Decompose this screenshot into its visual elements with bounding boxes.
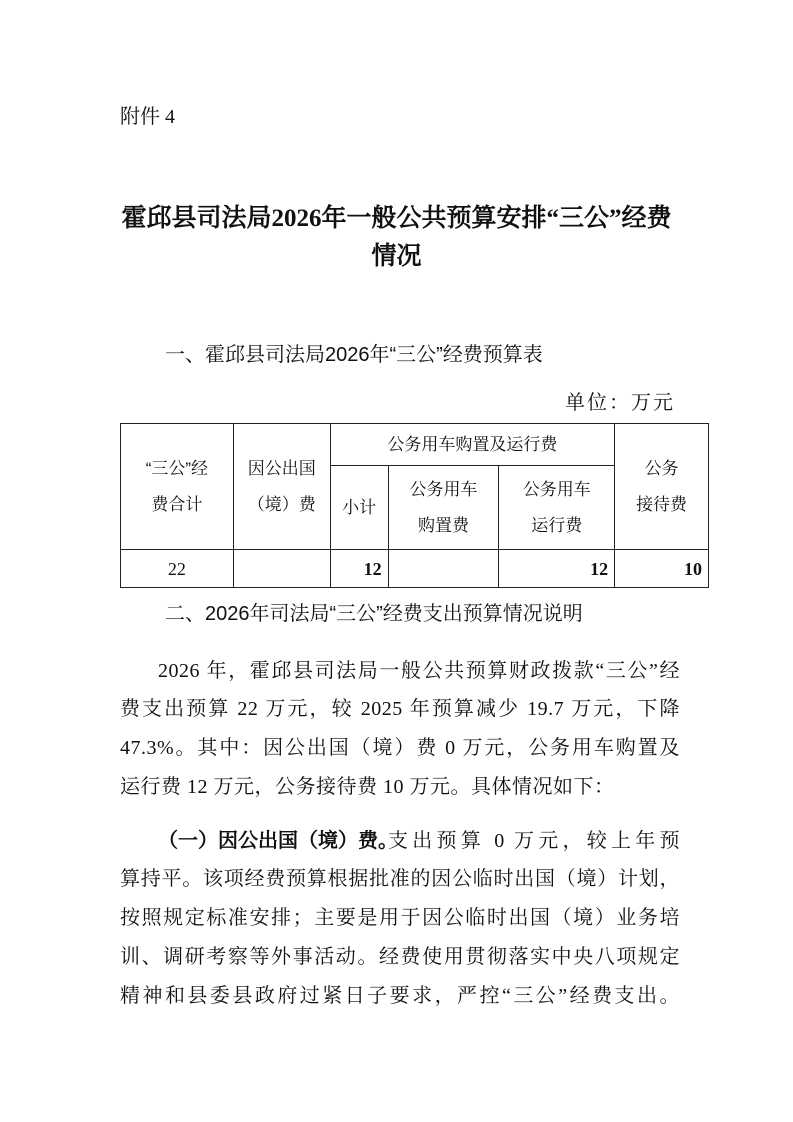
header-vehicle-group: 公务用车购置及运行费: [330, 424, 614, 466]
para2-line: 按照规定标准安排；主要是用于因公临时出国（境）业务培: [120, 907, 680, 929]
header-total: “三公”经 费合计: [121, 424, 234, 550]
table-row: [121, 550, 709, 588]
document-title-line1: 霍邱县司法局2026年一般公共预算安排“三公”经费: [121, 205, 672, 232]
para2-line: 算持平。该项经费预算根据批准的因公临时出国（境）计划，: [120, 868, 680, 890]
para2-bold-heading: （一）因公出国（境）费。: [158, 828, 398, 852]
header-reception: 公务 接待费: [615, 424, 709, 550]
cell-subtotal: 12: [330, 550, 388, 588]
para1-line: 47.3%。其中：因公出国（境）费 0 万元，公务用车购置及: [120, 737, 680, 759]
header-purchase: 公务用车 购置费: [388, 466, 499, 550]
budget-table: [120, 423, 709, 588]
para1-line: 运行费 12 万元，公务接待费 10 万元。具体情况如下：: [120, 776, 615, 798]
cell-abroad: [233, 550, 330, 588]
para2-line: 支出预算 0 万元，较上年预: [388, 830, 680, 852]
para2-line: 精神和县委县政府过紧日子要求，严控“三公”经费支出。: [120, 985, 680, 1007]
header-subtotal: 小计: [330, 466, 388, 550]
para2-line: 训、调研考察等外事活动。经费使用贯彻落实中央八项规定: [120, 946, 680, 968]
unit-label: 单位：万元: [565, 392, 675, 414]
cell-total: 22: [121, 550, 234, 588]
para1-line: 费支出预算 22 万元，较 2025 年预算减少 19.7 万元，下降: [120, 698, 680, 720]
header-abroad: 因公出国 （境）费: [233, 424, 330, 550]
cell-purchase: [388, 550, 499, 588]
section2-heading: 二、2026年司法局“三公”经费支出预算情况说明: [165, 603, 583, 625]
para1-line: 2026 年，霍邱县司法局一般公共预算财政拨款“三公”经: [158, 660, 680, 682]
section1-heading: 一、霍邱县司法局2026年“三公”经费预算表: [165, 344, 543, 366]
cell-operation: 12: [499, 550, 615, 588]
cell-reception: 10: [615, 550, 709, 588]
document-title-line2: 情况: [371, 243, 422, 270]
attachment-label: 附件 4: [120, 106, 175, 128]
header-operation: 公务用车 运行费: [499, 466, 615, 550]
